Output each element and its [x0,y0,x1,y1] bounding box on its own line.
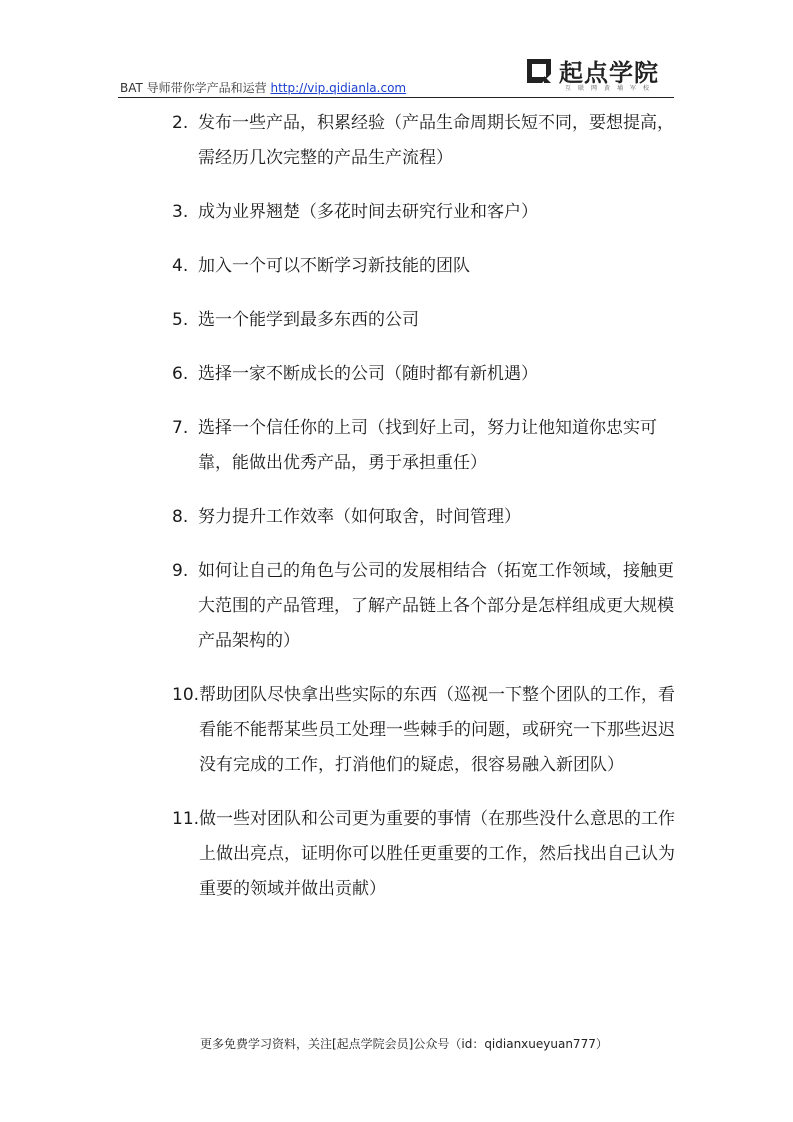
list-item-text: 选择一个信任你的上司（找到好上司，努力让他知道你忠实可靠，能做出优秀产品，勇于承担重任） [198,418,657,473]
list-item [172,802,682,907]
list-item-number: 6. [172,364,189,384]
list-item-text: 加入一个可以不断学习新技能的团队 [198,256,470,276]
list-item [172,195,682,230]
list-item [172,554,682,659]
list-item-number: 3. [172,202,189,222]
list-item-text: 努力提升工作效率（如何取舍，时间管理） [198,507,521,527]
list-item [172,678,682,783]
header-divider [118,97,674,98]
list-item-number: 11. [172,809,200,829]
list-item-number: 9. [172,561,189,581]
list-item [172,500,682,535]
list-item-text: 选择一家不断成长的公司（随时都有新机遇） [198,364,538,384]
list-item-text: 选一个能学到最多东西的公司 [198,310,419,330]
list-item [172,303,682,338]
list-item [172,249,682,284]
list-item-number: 8. [172,507,189,527]
page-footer: 更多免费学习资料，关注[起点学院会员]公众号（id：qidianxueyuan777） [200,1037,608,1051]
header-link[interactable]: http://vip.qidianla.com [270,81,407,95]
logo-subtitle: 互联网黄埔军校 [565,85,657,92]
list-item [172,357,682,392]
numbered-list [172,106,682,926]
list-item-text: 成为业界翘楚（多花时间去研究行业和客户） [198,202,538,222]
list-item-number: 5. [172,310,189,330]
list-item-text: 如何让自己的角色与公司的发展相结合（拓宽工作领域，接触更大范围的产品管理，了解产品链上各个部分是怎样组成更大规模产品架构的） [198,561,674,651]
header-tagline [120,79,406,96]
list-item-number: 7. [172,418,189,438]
list-item-number: 2. [172,113,189,133]
header-text: BAT 导师带你学产品和运营 [120,81,271,95]
list-item [172,411,682,481]
list-item [172,106,682,176]
list-item-number: 10. [172,685,200,705]
logo-mark-icon [525,57,553,85]
list-item-text: 做一些对团队和公司更为重要的事情（在那些没什么意思的工作上做出亮点，证明你可以胜任更重要的工作，然后找出自己认为重要的领域并做出贡献） [199,809,676,899]
page-header [0,0,793,100]
list-item-text: 帮助团队尽快拿出些实际的东西（巡视一下整个团队的工作，看看能不能帮某些员工处理一些棘手的问题，或研究一下那些迟迟没有完成的工作，打消他们的疑虑，很容易融入新团队） [199,685,676,775]
logo [525,55,675,95]
list-item-text: 发布一些产品，积累经验（产品生命周期长短不同，要想提高，需经历几次完整的产品生产流程） [198,113,674,168]
list-item-number: 4. [172,256,189,276]
logo-title: 起点学院 [559,59,659,87]
